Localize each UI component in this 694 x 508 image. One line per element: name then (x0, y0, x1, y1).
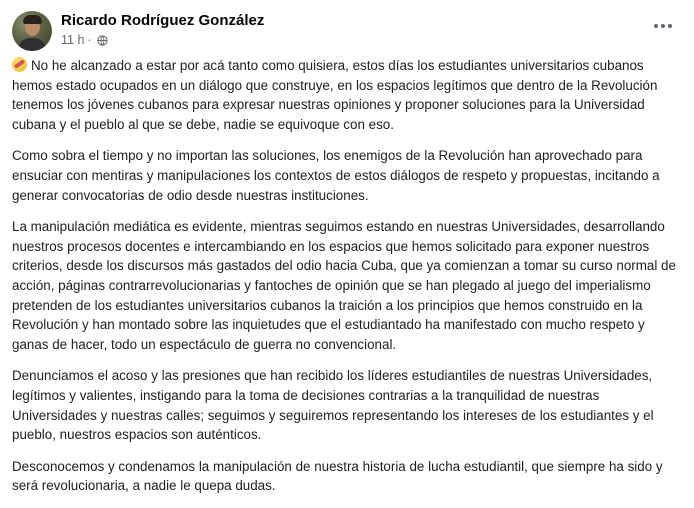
meta-separator: · (87, 33, 92, 47)
more-options-icon[interactable] (646, 14, 680, 38)
post-paragraph: La manipulación mediática es evidente, mientras seguimos estando en nuestras Universidades, desarrollando nuestros procesos docentes e intercambiando en los espacios que hemos solicitado para exponer nuestros criterios, desde los discursos más gastados del odio hacia Cuba, que ya comienzan a tomar su curso normal de acción, páginas contrarrevolucionarias y fantoches de opinión que se han plegado al juego del imperialismo pretenden de los estudiantes universitarios cubanos la traición a los principios que hemos construido en la Revolución y han montado sobre las inquietudes que el estudiantado ha manifestado con mucho respeto y ganas de hacer, todo un espectáculo de guerra no convencional. (12, 219, 676, 352)
hand-emoji-icon (12, 57, 27, 72)
post-meta (61, 33, 108, 47)
post-paragraph: Desconocemos y condenamos la manipulación de nuestra historia de lucha estudiantil, que siempre ha sido y será revolucionaria, a nadie le quepa dudas. (12, 458, 663, 494)
paragraph-text: No he alcanzado a estar por acá tanto como quisiera, estos días los estudiantes universitarios cubanos hemos estado ocupados en un diálogo que construye, en los espacios legítimos que dentro de la Revolución tenemos los jóvenes cubanos para expresar nuestras opiniones y proponer soluciones para la Universidad cubana y el pueblo al que se debe, nadie se equivoque con eso. (12, 58, 658, 132)
post-content (12, 56, 683, 508)
post-paragraph (12, 56, 683, 134)
more-dot (654, 24, 658, 28)
post-paragraph: Denunciamos el acoso y las presiones que han recibido los líderes estudiantiles de nuestras Universidades, legítimos y valientes, instigando para la toma de decisiones contrarias a la tranquilidad de nuestras Universidades y nuestras calles; seguimos y seguiremos representando los intereses de los estudiantes y el pueblo, nuestros espacios son auténticos. (12, 368, 654, 443)
avatar-shirt (18, 38, 46, 51)
globe-icon[interactable] (97, 35, 108, 46)
more-dot (668, 24, 672, 28)
author-avatar[interactable] (12, 11, 52, 51)
post-timestamp[interactable]: 11 h (61, 33, 85, 47)
post-paragraph: Como sobra el tiempo y no importan las soluciones, los enemigos de la Revolución han aprovechado para ensuciar con mentiras y manipulaciones los contextos de estos diálogos de respeto y propuestas, incitando a generar convocatorias de odio desde nuestras instituciones. (12, 148, 660, 203)
avatar-hair (23, 15, 42, 24)
author-name[interactable]: Ricardo Rodríguez González (61, 12, 265, 29)
more-dot (661, 24, 665, 28)
